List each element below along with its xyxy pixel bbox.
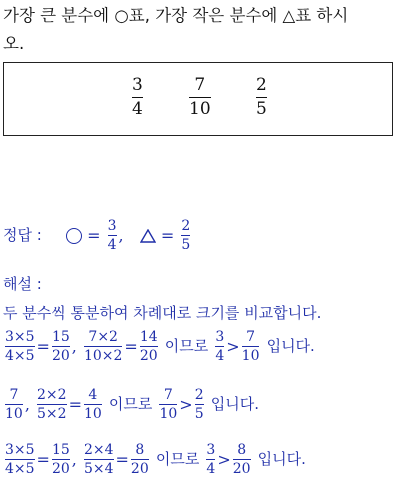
numerator: 3×5 — [5, 442, 35, 458]
greater-than-sign: > — [217, 450, 231, 469]
denominator: 10 — [241, 348, 260, 364]
equals-sign: = — [36, 450, 50, 469]
greater-than-sign: > — [179, 395, 193, 414]
denominator: 10 — [189, 99, 211, 119]
fraction-bar — [84, 459, 114, 460]
denominator: 4×5 — [5, 461, 35, 477]
fraction-bar — [132, 97, 143, 98]
comma: , — [118, 226, 124, 245]
comparison-line-1 — [3, 330, 315, 363]
denominator: 10 — [159, 406, 178, 422]
comma: , — [24, 395, 30, 414]
inline-fraction — [140, 330, 158, 363]
denominator: 5 — [181, 237, 191, 253]
inline-fraction — [242, 330, 260, 363]
question-line-1: 가장 큰 분수에 ○표, 가장 작은 분수에 △표 하시 — [3, 6, 349, 25]
greater-than-sign: > — [226, 337, 240, 356]
fraction-bar — [52, 459, 70, 460]
denominator: 5 — [194, 406, 204, 422]
fraction-bar — [233, 459, 251, 460]
fraction-bar — [5, 404, 23, 405]
inline-fraction — [5, 330, 35, 363]
box-fraction-3 — [256, 77, 267, 118]
numerator: 14 — [139, 329, 158, 345]
fraction-bar — [84, 346, 122, 347]
numerator: 8 — [237, 442, 247, 458]
inline-fraction — [195, 388, 204, 421]
numerator: 2×4 — [83, 442, 114, 458]
denominator: 4×5 — [5, 348, 35, 364]
denominator: 5 — [256, 99, 267, 119]
fraction-bar — [37, 404, 67, 405]
fraction-bar — [131, 459, 149, 460]
denominator: 5×2 — [37, 406, 67, 422]
inline-fraction — [84, 388, 102, 421]
answer-triangle-fraction — [181, 219, 190, 252]
numerator: 3 — [132, 75, 143, 95]
answer-label: 정답 : — [3, 226, 42, 244]
fraction-bar — [52, 346, 70, 347]
numerator: 15 — [51, 329, 70, 345]
answer-circle-fraction — [108, 219, 117, 252]
fraction-bar — [195, 404, 204, 405]
equals-sign: = — [68, 395, 82, 414]
inline-fraction — [215, 330, 224, 363]
denominator: 4 — [107, 237, 117, 253]
numerator: 2 — [256, 75, 267, 95]
equals-sign: = — [160, 226, 175, 245]
inline-fraction — [84, 330, 122, 363]
fraction-bar — [215, 346, 224, 347]
inline-fraction — [37, 388, 67, 421]
numerator: 2 — [194, 387, 204, 403]
numerator: 2 — [181, 218, 191, 234]
fraction-bar — [242, 346, 260, 347]
box-fraction-1 — [132, 77, 143, 118]
circle-icon — [66, 228, 82, 244]
mid-text: 이므로 — [164, 337, 209, 355]
explanation-intro: 두 분수씩 통분하여 차례대로 크기를 비교합니다. — [3, 304, 322, 322]
denominator: 20 — [51, 348, 70, 364]
numerator: 3 — [215, 329, 225, 345]
numerator: 7 — [246, 329, 256, 345]
fraction-bar — [189, 97, 211, 98]
mid-text: 이므로 — [155, 450, 200, 468]
fraction-bar — [140, 346, 158, 347]
question-line-2: 오. — [3, 34, 25, 53]
numerator: 8 — [135, 442, 145, 458]
denominator: 10 — [5, 406, 23, 422]
denominator: 10 — [83, 406, 102, 422]
equals-sign: = — [87, 226, 101, 245]
fraction-bar — [256, 97, 267, 98]
inline-fraction — [131, 443, 149, 476]
inline-fraction — [159, 388, 177, 421]
numerator: 3 — [206, 442, 216, 458]
explanation-label: 해설 : — [3, 275, 42, 293]
numerator: 7 — [194, 75, 206, 95]
triangle-icon — [140, 229, 156, 243]
comma: , — [71, 337, 77, 356]
box-fraction-2 — [189, 77, 211, 118]
denominator: 20 — [51, 461, 70, 477]
numerator: 2×2 — [37, 387, 67, 403]
denominator: 5×4 — [83, 461, 114, 477]
inline-fraction — [84, 443, 114, 476]
numerator: 7 — [163, 387, 173, 403]
denominator: 4 — [132, 99, 143, 119]
inline-fraction — [5, 388, 23, 421]
end-text: 입니다. — [257, 450, 306, 468]
denominator: 20 — [139, 348, 158, 364]
fraction-bar — [5, 459, 35, 460]
inline-fraction — [52, 443, 70, 476]
numerator: 7×2 — [88, 329, 118, 345]
fraction-bar — [159, 404, 177, 405]
mid-text: 이므로 — [108, 395, 153, 413]
answer-line — [3, 219, 192, 252]
denominator: 20 — [130, 461, 149, 477]
denominator: 20 — [232, 461, 251, 477]
denominator: 4 — [206, 461, 216, 477]
fraction-bar — [84, 404, 102, 405]
equals-sign: = — [124, 337, 138, 356]
equals-sign: = — [36, 337, 50, 356]
denominator: 4 — [215, 348, 225, 364]
end-text: 입니다. — [210, 395, 259, 413]
comparison-line-3 — [3, 443, 306, 476]
fraction-bar — [108, 235, 117, 236]
fraction-bar — [206, 459, 215, 460]
numerator: 15 — [51, 442, 70, 458]
comparison-line-2 — [3, 388, 259, 421]
inline-fraction — [233, 443, 251, 476]
comma: , — [71, 450, 77, 469]
fraction-bar — [5, 346, 35, 347]
inline-fraction — [52, 330, 70, 363]
end-text: 입니다. — [266, 337, 315, 355]
equals-sign: = — [115, 450, 129, 469]
inline-fraction — [206, 443, 215, 476]
numerator: 3×5 — [5, 329, 35, 345]
denominator: 10×2 — [83, 348, 123, 364]
fraction-box — [3, 62, 393, 136]
numerator: 4 — [88, 387, 98, 403]
inline-fraction — [5, 443, 35, 476]
numerator: 3 — [107, 218, 117, 234]
fraction-bar — [181, 235, 190, 236]
numerator: 7 — [9, 387, 19, 403]
